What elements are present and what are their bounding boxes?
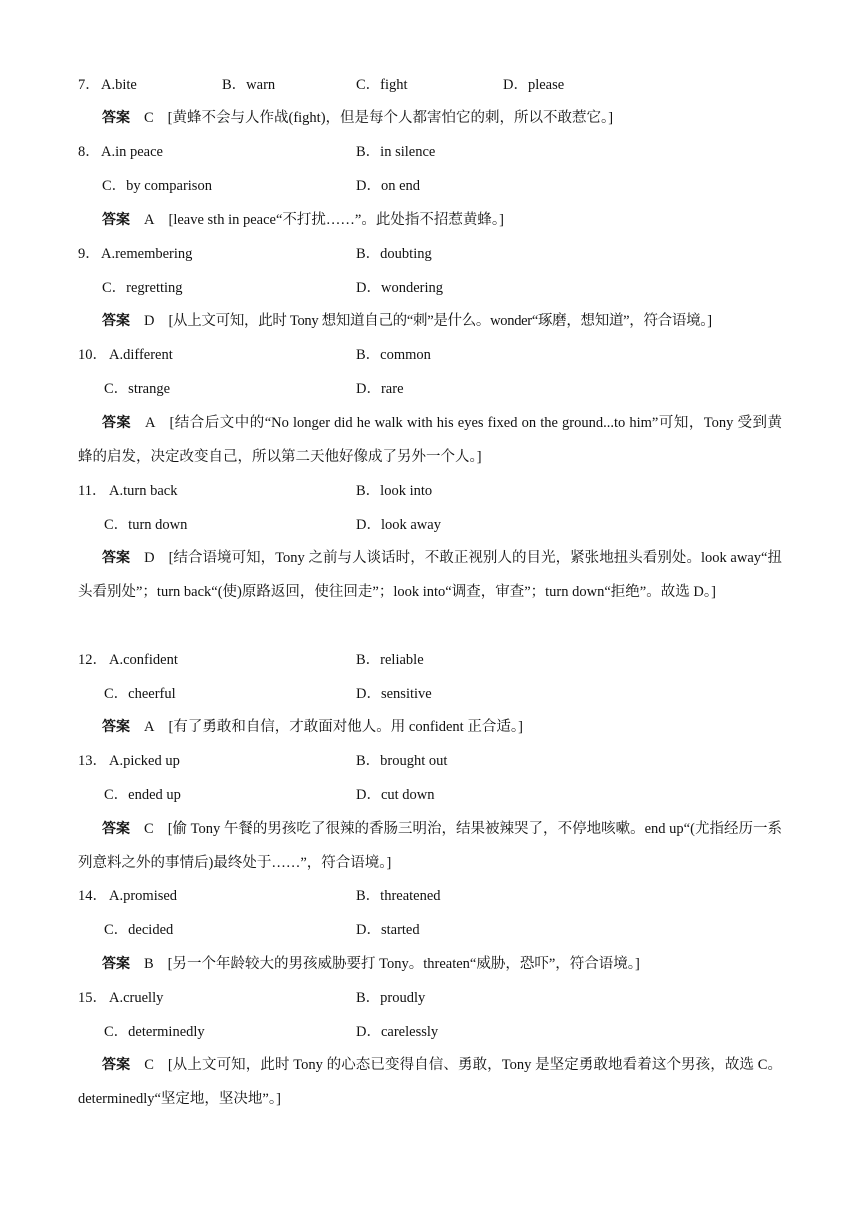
question-number: 14．: [78, 888, 107, 904]
option-b: B．threatened: [356, 888, 441, 904]
option-a: A.picked up: [109, 753, 180, 769]
question-11-row-2: [0, 508, 860, 542]
question-number: 12．: [78, 652, 107, 668]
option-a: A.bite: [101, 77, 137, 93]
option-d: D．started: [356, 922, 420, 938]
question-13: [0, 744, 860, 778]
answer-explanation: [结合后文中的“No longer did he walk with his eyes fixed on the ground...to him”可知，Tony 受到黄蜂的启发，决定改变自己，所以第二天他好像成了另外一个人。]: [78, 415, 782, 465]
answer-label: 答案: [102, 956, 130, 972]
option-a: A.remembering: [101, 246, 193, 262]
answer-12: [78, 710, 782, 744]
question-number: 9．: [78, 246, 100, 262]
question-10-row-2: [0, 372, 860, 406]
option-a: A.cruelly: [109, 990, 164, 1006]
option-b: B．brought out: [356, 753, 448, 769]
question-number: 11．: [78, 483, 107, 499]
option-c: C．strange: [104, 381, 171, 397]
question-number: 13．: [78, 753, 107, 769]
answer-11: [78, 541, 782, 643]
option-b: B．doubting: [356, 246, 432, 262]
option-b: B．common: [356, 347, 431, 363]
question-12: [0, 643, 860, 677]
option-a: A.in peace: [101, 144, 163, 160]
answer-letter: D: [144, 550, 155, 566]
question-13-row-2: [0, 778, 860, 812]
option-d: D．wondering: [356, 280, 443, 296]
answer-label: 答案: [102, 550, 131, 566]
option-c: C．turn down: [104, 517, 188, 533]
answer-letter: B: [144, 956, 154, 972]
option-d: D．please: [503, 77, 565, 93]
option-d: D．on end: [356, 178, 421, 194]
answer-13: [78, 812, 782, 880]
option-d: D．sensitive: [356, 686, 432, 702]
answer-7: [78, 101, 782, 135]
question-9-row-2: [0, 271, 860, 305]
question-9: [0, 237, 860, 271]
answer-letter: D: [144, 313, 155, 329]
question-15: [0, 981, 860, 1015]
option-b: B．in silence: [356, 144, 436, 160]
option-d: D．rare: [356, 381, 404, 397]
answer-explanation: [从上文可知，此时 Tony 想知道自己的“刺”是什么。wonder“琢磨，想知道”，符合语境。]: [168, 313, 712, 329]
option-c: C．regretting: [102, 280, 183, 296]
question-8-row-2: [0, 169, 860, 203]
answer-letter: A: [144, 415, 156, 431]
answer-9: [78, 304, 782, 338]
answer-label: 答案: [102, 415, 131, 431]
answer-letter: A: [144, 212, 155, 228]
option-c: C．fight: [356, 77, 408, 93]
option-a: A.promised: [109, 888, 178, 904]
option-b: B．warn: [222, 77, 276, 93]
question-10: [0, 338, 860, 372]
option-a: A.different: [109, 347, 173, 363]
option-a: A.turn back: [109, 483, 178, 499]
option-b: B．reliable: [356, 652, 424, 668]
option-c: C．by comparison: [102, 178, 212, 194]
answer-explanation: [黄蜂不会与人作战(fight)，但是每个人都害怕它的刺，所以不敢惹它。]: [167, 110, 614, 126]
answer-15: [78, 1048, 782, 1116]
option-b: B．proudly: [356, 990, 426, 1006]
answer-label: 答案: [102, 821, 131, 837]
answer-explanation: [从上文可知，此时 Tony 的心态已变得自信、勇敢，Tony 是坚定勇敢地看着这个男孩，故选 C。determinedly“坚定地，坚决地”。]: [78, 1057, 783, 1107]
answer-14: [78, 947, 782, 981]
option-c: C．determinedly: [104, 1024, 205, 1040]
answer-explanation: [偷 Tony 午餐的男孩吃了很辣的香肠三明治，结果被辣哭了，不停地咳嗽。end up“(尤指经历一系列意料之外的事情后)最终处于……”，符合语境。]: [78, 821, 782, 871]
question-number: 8．: [78, 144, 100, 160]
answer-label: 答案: [102, 1057, 131, 1073]
question-8: [0, 135, 860, 169]
answer-10: [78, 406, 782, 474]
option-c: C．ended up: [104, 787, 181, 803]
answer-8: [78, 203, 782, 237]
question-number: 7．: [78, 77, 100, 93]
answer-letter: C: [144, 110, 154, 126]
answer-explanation: [leave sth in peace“不打扰……”。此处指不招惹黄蜂。]: [168, 212, 504, 228]
question-number: 10．: [78, 347, 107, 363]
option-d: D．carelessly: [356, 1024, 439, 1040]
answer-explanation: [有了勇敢和自信，才敢面对他人。用 confident 正合适。]: [168, 719, 523, 735]
answer-letter: A: [144, 719, 155, 735]
question-number: 15．: [78, 990, 107, 1006]
option-a: A.confident: [109, 652, 178, 668]
option-d: D．cut down: [356, 787, 435, 803]
answer-label: 答案: [102, 719, 130, 735]
answer-letter: C: [144, 1057, 154, 1073]
option-c: C．decided: [104, 922, 174, 938]
option-b: B．look into: [356, 483, 433, 499]
question-11: [0, 474, 860, 508]
answer-explanation: [结合语境可知，Tony 之前与人谈话时，不敢正视别人的目光，紧张地扭头看别处。look away“扭头看别处”；turn back“(使)原路返回，使往回走”；look into“调查，审查”；turn down“拒绝”。故选 D。]: [78, 550, 782, 600]
question-7: [0, 68, 860, 102]
question-15-row-2: [0, 1015, 860, 1049]
answer-explanation: [另一个年龄较大的男孩威胁要打 Tony。threaten“威胁，恐吓”，符合语境。]: [167, 956, 640, 972]
option-c: C．cheerful: [104, 686, 176, 702]
answer-label: 答案: [102, 212, 130, 228]
question-12-row-2: [0, 677, 860, 711]
option-d: D．look away: [356, 517, 441, 533]
answer-letter: C: [144, 821, 154, 837]
question-14: [0, 879, 860, 913]
answer-label: 答案: [102, 110, 130, 126]
answer-label: 答案: [102, 313, 130, 329]
question-14-row-2: [0, 913, 860, 947]
